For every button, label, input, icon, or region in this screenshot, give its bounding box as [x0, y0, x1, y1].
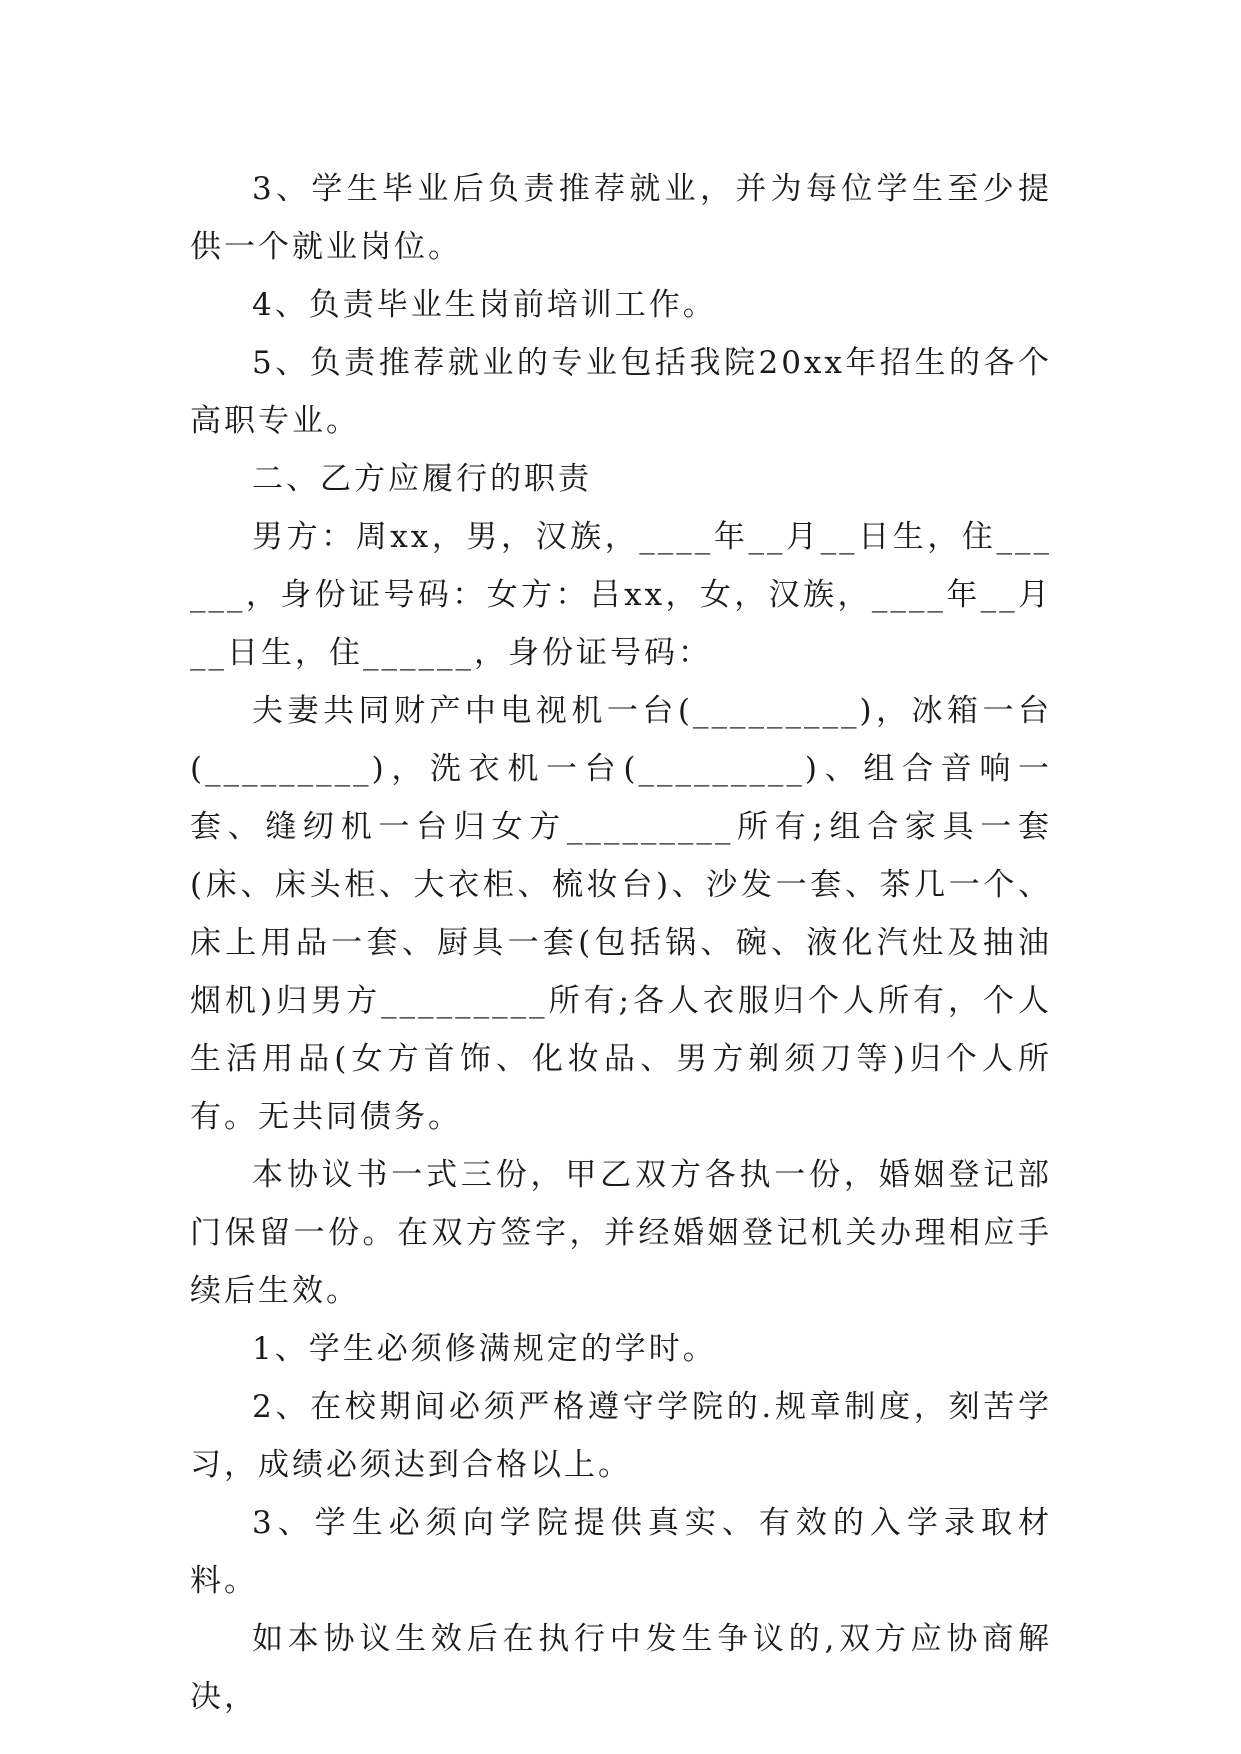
paragraph-8: 1、学生必须修满规定的学时。	[252, 1331, 717, 1367]
paragraph-2: 4、负责毕业生岗前培训工作。	[252, 287, 717, 323]
paragraph-5: 男方：周xx，男，汉族，____年__月__日生，住______，身份证号码：女方：吕xx，女，汉族，____年__月__日生，住______，身份证号码：	[190, 519, 1052, 671]
paragraph-6: 夫妻共同财产中电视机一台(_________)，冰箱一台(_________)，洗衣机一台(_________)、组合音响一套、缝纫机一台归女方_________所有;组合家具一套(床、床头柜、大衣柜、梳妆台)、沙发一套、茶几一个、床上用品一套、厨具一套(包括锅、碗、液化汽灶及抽油烟机)归男方_________所有;各人衣服归个人所有，个人生活用品(女方首饰、化妆品、男方剃须刀等)归个人所有。无共同债务。	[190, 693, 1052, 1135]
paragraph-7: 本协议书一式三份，甲乙双方各执一份，婚姻登记部门保留一份。在双方签字，并经婚姻登记机关办理相应手续后生效。	[190, 1157, 1052, 1309]
paragraph-1: 3、学生毕业后负责推荐就业，并为每位学生至少提供一个就业岗位。	[190, 171, 1052, 265]
document-body	[190, 160, 1052, 1726]
paragraph-11: 如本协议生效后在执行中发生争议的,双方应协商解决，	[190, 1621, 1052, 1715]
paragraph-3: 5、负责推荐就业的专业包括我院20xx年招生的各个高职专业。	[190, 345, 1052, 439]
paragraph-10: 3、学生必须向学院提供真实、有效的入学录取材料。	[190, 1505, 1052, 1599]
section-heading: 二、乙方应履行的职责	[252, 461, 592, 497]
paragraph-9: 2、在校期间必须严格遵守学院的.规章制度，刻苦学习，成绩必须达到合格以上。	[190, 1389, 1052, 1483]
